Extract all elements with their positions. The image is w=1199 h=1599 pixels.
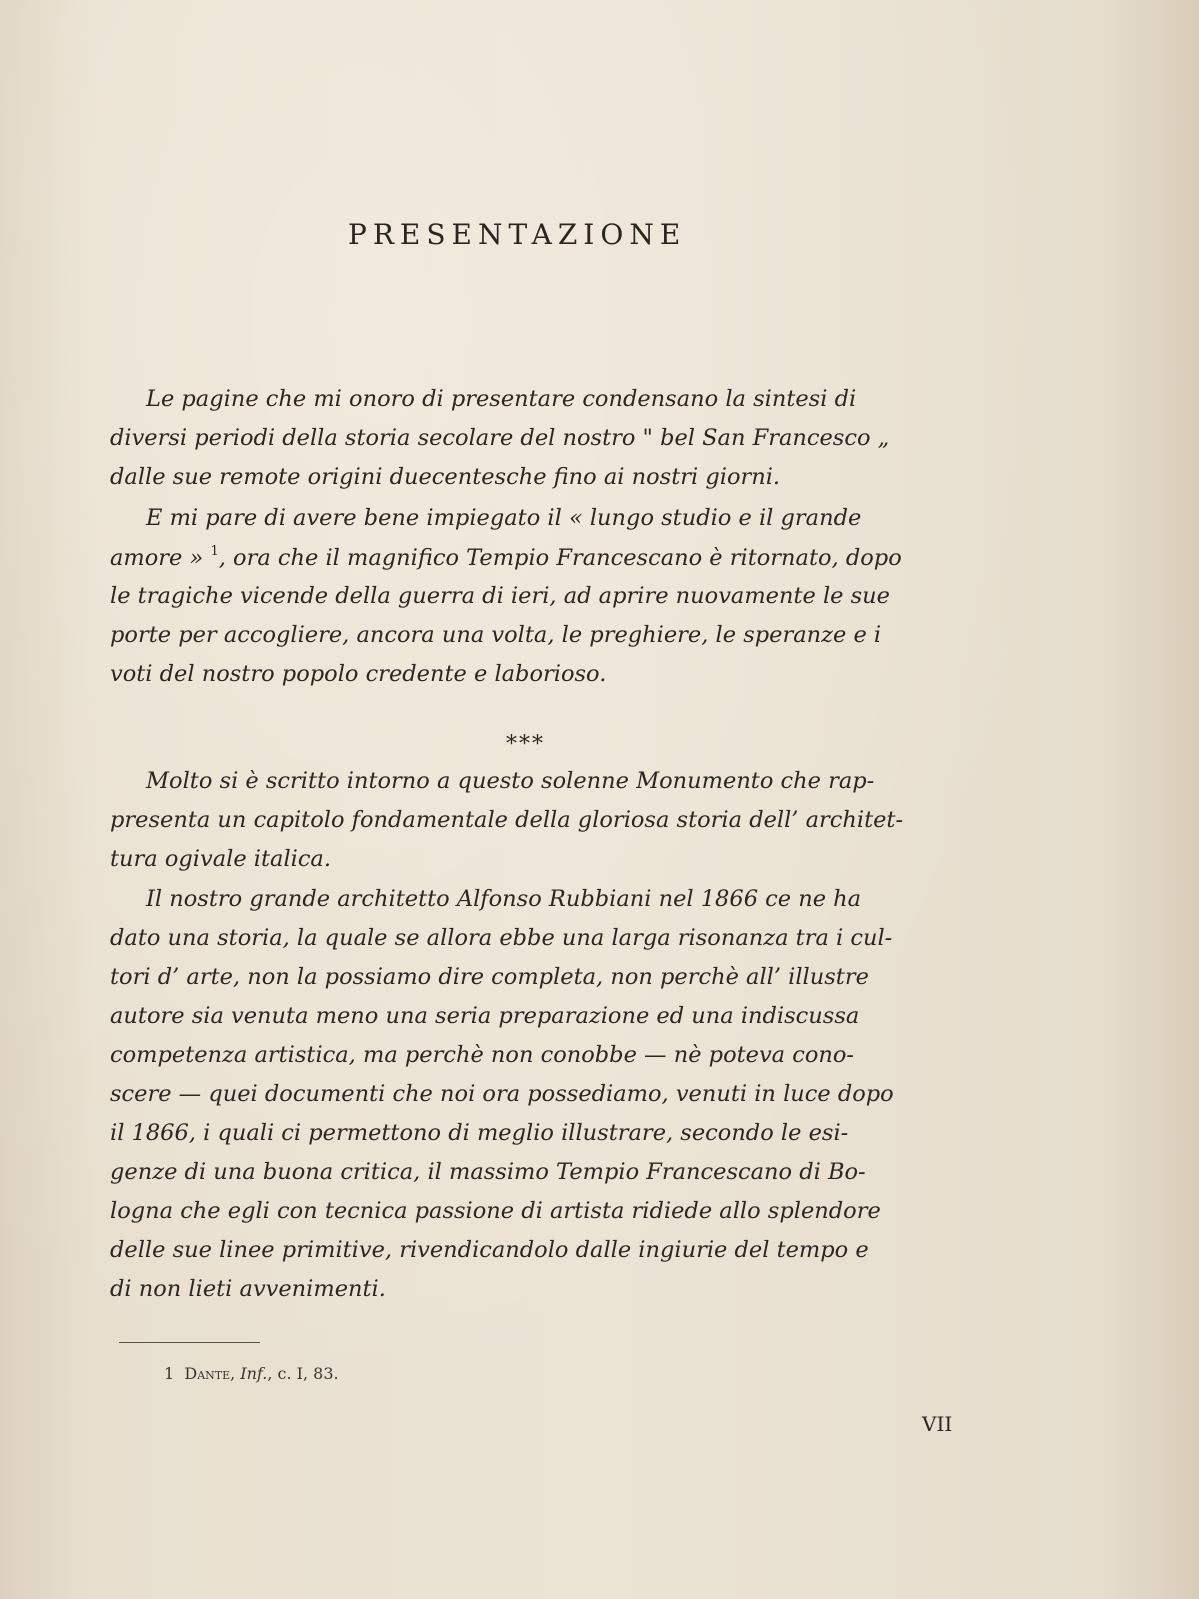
text-line: genze di una buona critica, il massimo Tempio Francescano di Bo- <box>110 1159 866 1185</box>
text-line: porte per accogliere, ancora una volta, le preghiere, le speranze e i <box>110 622 882 648</box>
text-line: Il nostro grande architetto Alfonso Rubbiani nel 1866 ce ne ha <box>146 886 862 912</box>
text-segment: amore » <box>110 545 211 571</box>
text-line: competenza artistica, ma perchè non conobbe — nè poteva cono- <box>110 1042 855 1068</box>
page-number: VII <box>922 1412 953 1436</box>
text-line: autore sia venuta meno una seria preparazione ed una indiscussa <box>110 1003 860 1029</box>
footnote-divider <box>119 1342 260 1343</box>
text-segment: , ora che il magnifico Tempio Francescano è ritornato, dopo <box>218 545 902 571</box>
text-line: scere — quei documenti che noi ora possediamo, venuti in luce dopo <box>110 1081 894 1107</box>
text-line: E mi pare di avere bene impiegato il « lungo studio e il grande <box>146 505 862 531</box>
footnote-author: Dante <box>184 1364 231 1383</box>
text-line: voti del nostro popolo credente e laborioso. <box>110 661 607 687</box>
text-line: presenta un capitolo fondamentale della gloriosa storia dell’ architet- <box>110 807 904 833</box>
text-line: dato una storia, la quale se allora ebbe una larga risonanza tra i cul- <box>110 925 893 951</box>
text-line: Le pagine che mi onoro di presentare condensano la sintesi di <box>146 386 857 412</box>
text-line: delle sue linee primitive, rivendicandolo dalle ingiurie del tempo e <box>110 1237 869 1263</box>
page-title: PRESENTAZIONE <box>348 218 687 251</box>
footnote-work: Inf. <box>240 1364 268 1383</box>
text-line <box>110 544 902 571</box>
text-line: il 1866, i quali ci permettono di meglio illustrare, secondo le esi- <box>110 1120 849 1146</box>
section-separator: *** <box>506 732 545 757</box>
text-line: le tragiche vicende della guerra di ieri, ad aprire nuovamente le sue <box>110 583 890 609</box>
footnote-reference: 1 <box>210 544 219 559</box>
footnote: 1 Dante, Inf., c. I, 83. <box>164 1364 339 1383</box>
text-line: tura ogivale italica. <box>110 846 332 872</box>
footnote-reference-text: c. I, 83. <box>277 1364 339 1383</box>
footnote-number: 1 <box>164 1364 175 1383</box>
text-line: diversi periodi della storia secolare del nostro " bel San Francesco „ <box>110 425 890 451</box>
text-line: Molto si è scritto intorno a questo solenne Monumento che rap- <box>146 768 875 794</box>
text-line: tori d’ arte, non la possiamo dire completa, non perchè all’ illustre <box>110 964 869 990</box>
text-line: logna che egli con tecnica passione di artista ridiede allo splendore <box>110 1198 881 1224</box>
text-line: di non lieti avvenimenti. <box>110 1276 386 1302</box>
text-line: dalle sue remote origini duecentesche fino ai nostri giorni. <box>110 464 781 490</box>
